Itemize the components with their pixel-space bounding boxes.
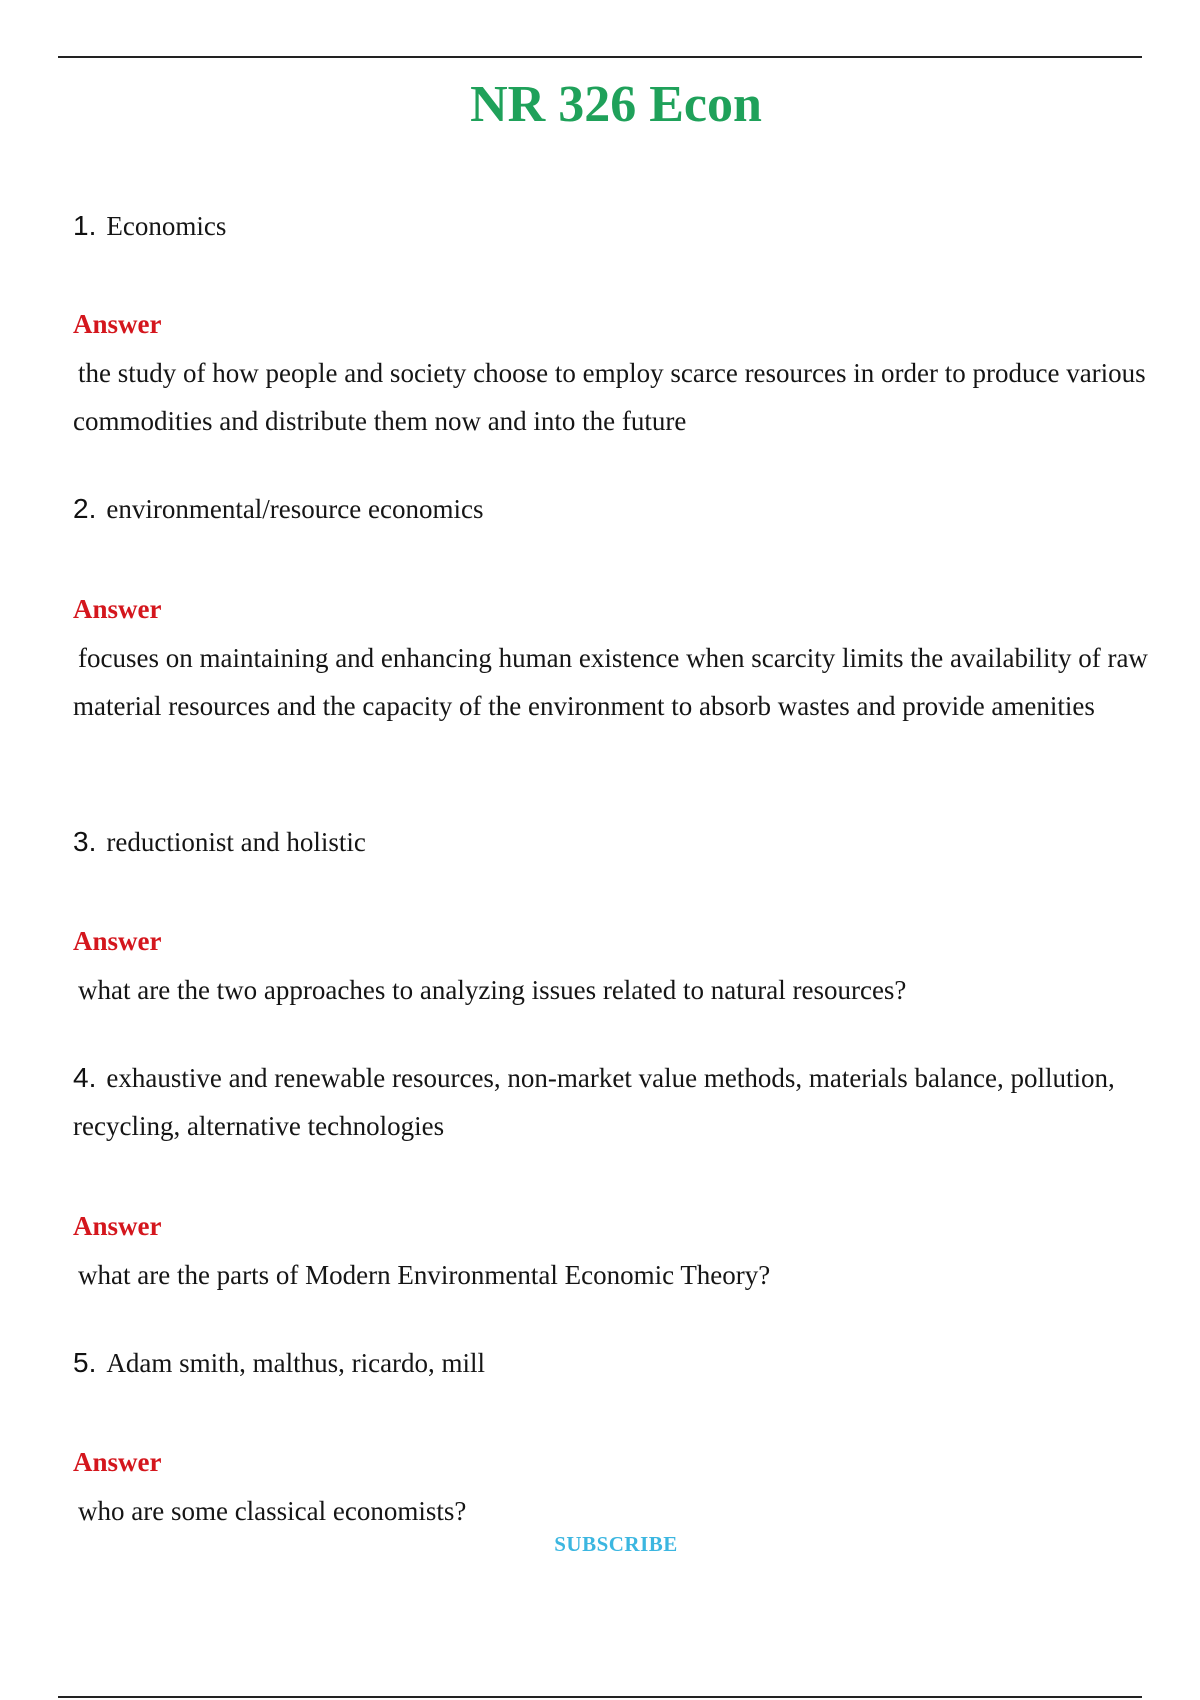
question-text: reductionist and holistic bbox=[106, 827, 366, 857]
question-number: 2. bbox=[73, 493, 97, 524]
answer-text bbox=[73, 966, 1163, 1014]
question-3 bbox=[73, 818, 1163, 866]
answer-block-1 bbox=[73, 307, 1163, 445]
qa-item-4 bbox=[73, 1054, 1163, 1150]
question-number: 1. bbox=[73, 210, 97, 241]
answer-label: Answer bbox=[73, 309, 162, 339]
answer-text-content: the study of how people and society choose to employ scarce resources in order to produce various commodities and distribute them now and into the future bbox=[73, 358, 1146, 436]
answer-text-content: who are some classical economists? bbox=[78, 1496, 467, 1526]
qa-item-5 bbox=[73, 1339, 1163, 1387]
qa-item-1 bbox=[73, 202, 1163, 250]
answer-text bbox=[73, 1251, 1163, 1299]
answer-block-5 bbox=[73, 1445, 1163, 1535]
answer-label: Answer bbox=[73, 926, 162, 956]
answer-text bbox=[73, 349, 1163, 445]
answer-label: Answer bbox=[73, 1447, 162, 1477]
answer-text-content: focuses on maintaining and enhancing human existence when scarcity limits the availability of raw material resources and the capacity of the environment to absorb wastes and provide amenities bbox=[73, 643, 1148, 721]
answer-label: Answer bbox=[73, 1211, 162, 1241]
top-rule bbox=[58, 56, 1142, 58]
subscribe-link[interactable]: SUBSCRIBE bbox=[554, 1532, 678, 1556]
answer-block-3 bbox=[73, 924, 1163, 1014]
qa-item-3 bbox=[73, 818, 1163, 866]
document-title: NR 326 Econ bbox=[470, 76, 762, 133]
answer-block-2 bbox=[73, 592, 1163, 730]
question-text: exhaustive and renewable resources, non-market value methods, materials balance, pollution, recycling, alternative technologies bbox=[73, 1063, 1115, 1141]
answer-text bbox=[73, 1487, 1163, 1535]
question-5 bbox=[73, 1339, 1163, 1387]
qa-item-2 bbox=[73, 485, 1163, 533]
question-number: 3. bbox=[73, 826, 97, 857]
answer-text-content: what are the two approaches to analyzing issues related to natural resources? bbox=[78, 975, 907, 1005]
question-number: 5. bbox=[73, 1347, 97, 1378]
bottom-rule bbox=[58, 1696, 1142, 1698]
answer-block-4 bbox=[73, 1209, 1163, 1299]
question-1 bbox=[73, 202, 1163, 250]
question-text: environmental/resource economics bbox=[106, 494, 484, 524]
question-text: Adam smith, malthus, ricardo, mill bbox=[106, 1348, 486, 1378]
answer-text-content: what are the parts of Modern Environmental Economic Theory? bbox=[78, 1260, 771, 1290]
answer-text bbox=[73, 634, 1163, 730]
question-2 bbox=[73, 485, 1163, 533]
question-number: 4. bbox=[73, 1062, 97, 1093]
question-4 bbox=[73, 1054, 1163, 1150]
question-text: Economics bbox=[106, 211, 227, 241]
answer-label: Answer bbox=[73, 594, 162, 624]
